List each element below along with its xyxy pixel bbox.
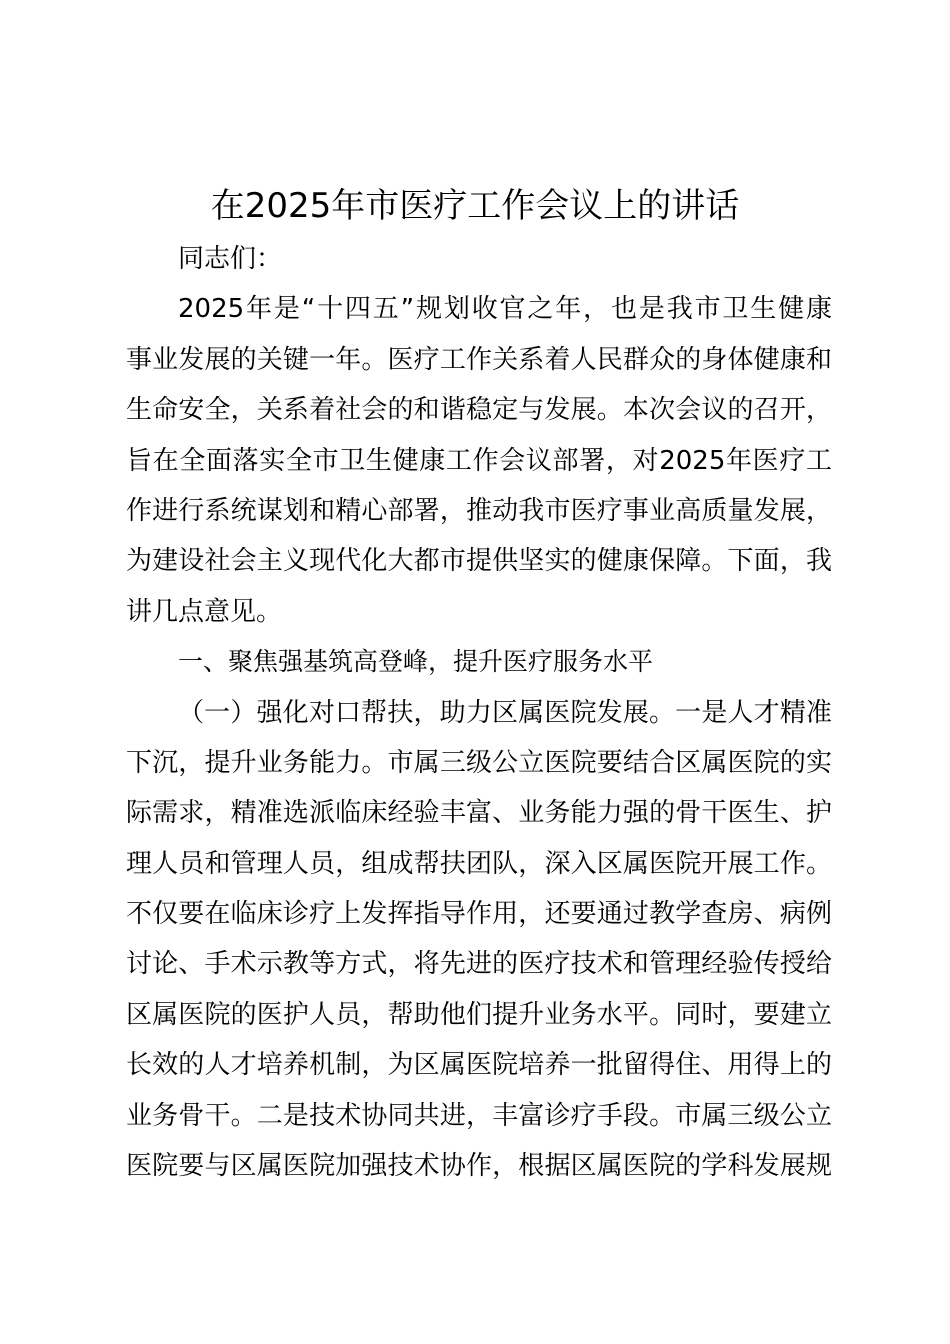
document-body xyxy=(126,234,832,1191)
paragraph-line: 讨论、手术示教等方式，将先进的医疗技术和管理经验传授给 xyxy=(126,949,832,980)
document-title: 在2025年市医疗工作会议上的讲话 xyxy=(210,186,740,226)
paragraph-line: 2025年是“十四五”规划收官之年，也是我市卫生健康 xyxy=(178,294,832,325)
paragraph-line: 为建设社会主义现代化大都市提供坚实的健康保障。下面，我 xyxy=(126,546,832,577)
section-heading: 一、聚焦强基筑高登峰，提升医疗服务水平 xyxy=(178,647,654,677)
paragraph-line: 医院要与区属医院加强技术协作，根据区属医院的学科发展规 xyxy=(126,1151,832,1182)
paragraph-line: 业务骨干。二是技术协同共进，丰富诊疗手段。市属三级公立 xyxy=(126,1100,832,1131)
paragraph-line: 生命安全，关系着社会的和谐稳定与发展。本次会议的召开， xyxy=(126,395,832,426)
paragraph-line: 作进行系统谋划和精心部署，推动我市医疗事业高质量发展， xyxy=(126,495,832,526)
paragraph-line: （一）强化对口帮扶，助力区属医院发展。一是人才精准 xyxy=(178,697,832,728)
paragraph-line: 事业发展的关键一年。医疗工作关系着人民群众的身体健康和 xyxy=(126,344,832,375)
paragraph-line: 区属医院的医护人员，帮助他们提升业务水平。同时，要建立 xyxy=(126,999,832,1030)
paragraph-line: 理人员和管理人员，组成帮扶团队，深入区属医院开展工作。 xyxy=(126,848,832,879)
paragraph-line: 际需求，精准选派临床经验丰富、业务能力强的骨干医生、护 xyxy=(126,798,832,829)
paragraph-line: 旨在全面落实全市卫生健康工作会议部署，对2025年医疗工 xyxy=(126,445,832,476)
paragraph-line: 下沉，提升业务能力。市属三级公立医院要结合区属医院的实 xyxy=(126,747,832,778)
salutation: 同志们： xyxy=(178,244,283,274)
paragraph-line: 长效的人才培养机制，为区属医院培养一批留得住、用得上的 xyxy=(126,1050,832,1081)
paragraph-line: 不仅要在临床诊疗上发挥指导作用，还要通过教学查房、病例 xyxy=(126,899,832,930)
paragraph-line: 讲几点意见。 xyxy=(126,596,283,627)
